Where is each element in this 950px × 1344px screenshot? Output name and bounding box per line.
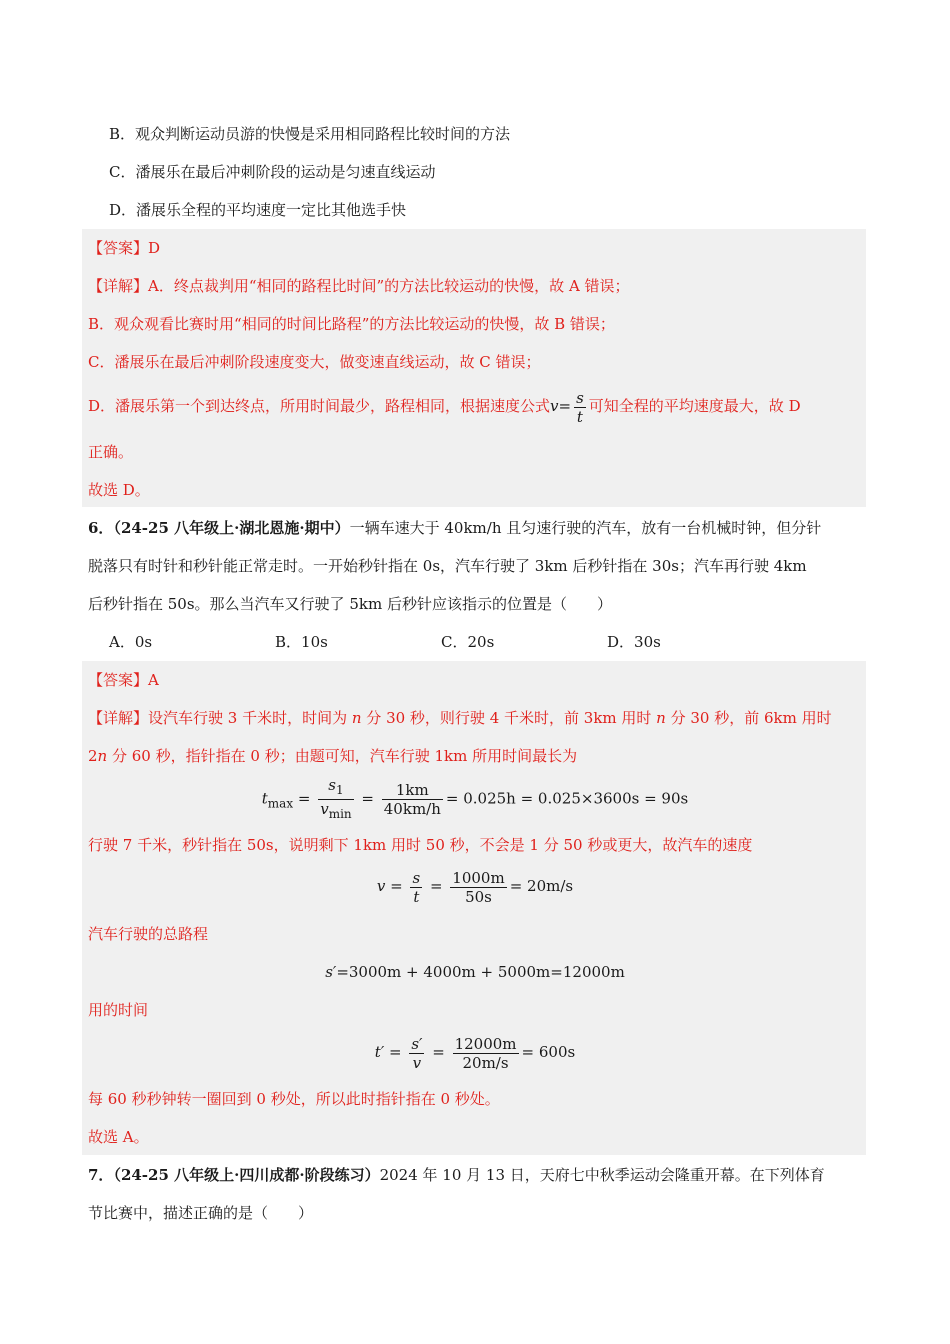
formula-den: 40km/h xyxy=(383,800,441,818)
q6-detail-6: 每 60 秒秒钟转一圈回到 0 秒处，所以此时指针指在 0 秒处。 xyxy=(88,1090,500,1108)
formula-v-sub: min xyxy=(328,807,352,821)
q7-number: 7． xyxy=(88,1166,114,1184)
q5-detail-e: 正确。 xyxy=(88,443,134,461)
formula-s-sub: 1 xyxy=(335,783,344,797)
var-n: n xyxy=(351,709,362,727)
q6-option-c: C．20s xyxy=(441,633,495,651)
q5-answer: 【答案】D xyxy=(88,239,161,257)
q6-source: （24-25 八年级上·湖北恩施·期中） xyxy=(113,519,350,537)
formula-num: s xyxy=(576,388,584,407)
q6-option-a: A．0s xyxy=(109,633,153,651)
var-n: n xyxy=(656,709,666,727)
q6-option-b: B．10s xyxy=(275,633,328,651)
formula-total-time: t′ = $\frac{s'}{v}$ = $\frac{12000m}{20m/s}$ = 600s xyxy=(374,1034,576,1072)
q6-detail-1-c: 分 30 秒，前 6km 用时 xyxy=(665,709,832,727)
formula-num: 1km xyxy=(382,781,443,800)
q6-options xyxy=(109,632,864,652)
q5-detail-b: B．观众观看比赛时用“相同的时间比路程”的方法比较运动的快慢，故 B 错误； xyxy=(88,315,615,333)
formula-num: 1000m xyxy=(452,868,505,887)
q6-option-d: D．30s xyxy=(607,633,661,651)
q6-detail-1 xyxy=(88,708,864,728)
q5-option-d: D．潘展乐全程的平均速度一定比其他选手快 xyxy=(109,201,407,219)
q6-detail-2 xyxy=(88,746,864,766)
q5-detail-d-text2: 可知全程的平均速度最大，故 D xyxy=(588,397,801,415)
q6-detail-5: 用的时间 xyxy=(88,1001,149,1019)
formula-fraction-st xyxy=(410,869,422,906)
q5-detail-a: 【详解】A．终点裁判用“相同的路程比时间”的方法比较运动的快慢，故 A 错误； xyxy=(88,277,630,295)
formula-num: s′ xyxy=(411,1034,423,1053)
formula-fraction-m-s xyxy=(450,869,506,906)
q7-line-2: 节比赛中，描述正确的是（ ） xyxy=(88,1204,314,1222)
q6-conclusion: 故选 A。 xyxy=(88,1128,149,1146)
formula-den: 50s xyxy=(465,887,492,906)
formula-t-prime: t′ xyxy=(374,1043,385,1061)
q7-text-1: 2024 年 10 月 13 日，天府七中秋季运动会隆重开幕。在下列体育 xyxy=(379,1166,825,1184)
formula-speed: v = $\frac{s}{t}$ = $\frac{1000m}{50s}$ = 20m/s xyxy=(376,868,574,906)
q6-text-1: 一辆车速大于 40km/h 且匀速行驶的汽车，放有一台机械时钟，但分针 xyxy=(349,519,822,537)
q5-detail-d xyxy=(88,386,864,426)
formula-fraction-values xyxy=(453,1035,519,1072)
formula-result: =3000m + 4000m + 5000m=12000m xyxy=(336,963,625,981)
q6-detail-4: 汽车行驶的总路程 xyxy=(88,925,209,943)
q5-option-b: B．观众判断运动员游的快慢是采用相同路程比较时间的方法 xyxy=(109,125,511,143)
formula-num: 12000m xyxy=(454,1034,517,1053)
formula-fraction-km xyxy=(382,781,443,818)
q6-detail-3: 行驶 7 千米，秒针指在 50s，说明剩下 1km 用时 50 秒，不会是 1 分 50 秒或更大，故汽车的速度 xyxy=(88,836,753,854)
q5-conclusion: 故选 D。 xyxy=(88,481,150,499)
formula-fraction-s1-vmin xyxy=(318,776,353,823)
formula-total-distance xyxy=(0,962,950,982)
formula-s-prime: s′ xyxy=(325,963,337,981)
formula-s: s xyxy=(328,776,336,794)
q5-option-c: C．潘展乐在最后冲刺阶段的运动是匀速直线运动 xyxy=(109,163,436,181)
q6-detail-1-b: 分 30 秒，则行驶 4 千米时，前 3km 用时 xyxy=(361,709,657,727)
q6-answer: 【答案】A xyxy=(88,671,159,689)
q5-detail-d-text: D．潘展乐第一个到达终点，所用时间最少，路程相同，根据速度公式 xyxy=(88,397,551,415)
q5-detail-c: C．潘展乐在最后冲刺阶段速度变大，做变速直线运动，故 C 错误； xyxy=(88,353,541,371)
formula-t: t xyxy=(261,789,268,808)
q6-detail-2-b: 分 60 秒，指针指在 0 秒；由题可知，汽车行驶 1km 所用时间最长为 xyxy=(107,747,578,765)
q6-detail-1-a: 【详解】设汽车行驶 3 千米时，时间为 xyxy=(88,709,352,727)
formula-eq: = xyxy=(558,397,572,415)
formula-result: = 0.025h = 0.025×3600s = 90s xyxy=(445,789,689,808)
q6-line-1 xyxy=(88,518,864,538)
formula-fraction xyxy=(574,389,586,426)
formula-den: v xyxy=(412,1053,422,1072)
formula-result: = 20m/s xyxy=(509,877,574,895)
formula-num: s xyxy=(412,868,421,887)
formula-fraction-sv xyxy=(409,1035,424,1072)
formula-den: t xyxy=(576,407,583,426)
q6-line-3: 后秒针指在 50s。那么当汽车又行驶了 5km 后秒针应该指示的位置是（ ） xyxy=(88,595,612,613)
q7-source: （24-25 八年级上·四川成都·阶段练习） xyxy=(113,1166,380,1184)
formula-v: v xyxy=(320,800,329,818)
formula-v: v xyxy=(550,397,559,415)
formula-den: 20m/s xyxy=(462,1053,509,1072)
formula-result: = 600s xyxy=(521,1043,576,1061)
formula-t-sub: max xyxy=(267,796,294,811)
q6-line-2: 脱落只有时针和秒针能正常走时。一开始秒针指在 0s，汽车行驶了 3km 后秒针指在 30s；汽车再行驶 4km xyxy=(88,557,807,575)
q6-detail-2-a: 2 xyxy=(88,747,98,765)
formula-v: v xyxy=(376,877,386,895)
q6-number: 6． xyxy=(88,519,114,537)
var-n: n xyxy=(97,747,108,765)
q7-line-1 xyxy=(88,1165,864,1185)
formula-den: t xyxy=(413,887,420,906)
q6-answer-box xyxy=(82,661,866,1155)
formula-tmax: $t_{max}$ = $\frac{s_1}{v_{min}}$ = $\frac{1km}{40km/h}$ = 0.025h = 0.025×3600s = 90s xyxy=(261,776,689,821)
